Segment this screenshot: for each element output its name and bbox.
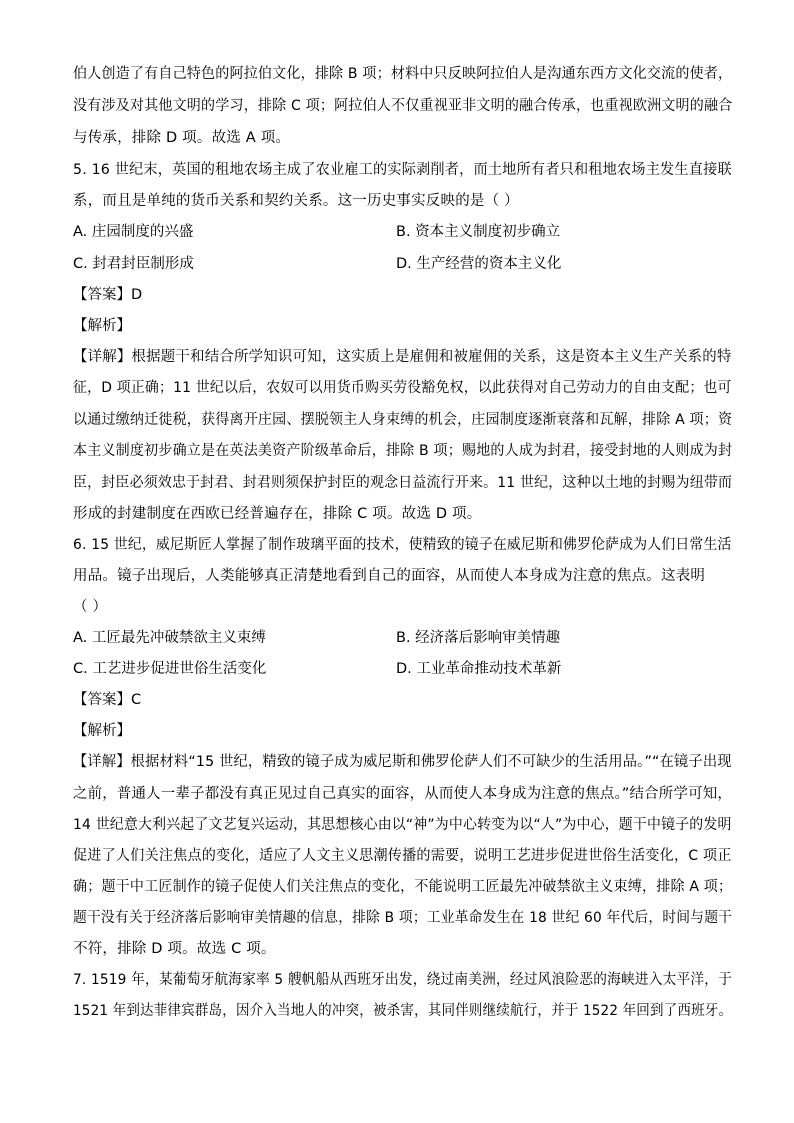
question-6-option-a: A. 工匠最先冲破禁欲主义束缚 [73,630,266,646]
question-6-detail: 促进了人们关注焦点的变化，适应了人文主义思潮传播的需要，说明工艺进步促进世俗生活变化，C 项正 [73,848,732,864]
question-6-option-c: C. 工艺进步促进世俗生活变化 [73,661,267,677]
question-5-detail: 本主义制度初步确立是在英法美资产阶级革命后，排除 B 项；赐地的人成为封君，接受封地的人则成为封 [73,443,733,459]
question-5-answer: 【答案】D [73,287,143,303]
question-6-detail: 之前，普通人一辈子都没有真正见过自己真实的面容，从而使人本身成为注意的焦点。”结合所学可知， [73,786,732,802]
question-7-stem: 7. 1519 年，某葡萄牙航海家率 5 艘帆船从西班牙出发，绕过南美洲，经过风浪险恶的海峡进入太平洋，于 [73,972,732,988]
question-5-detail: 以通过缴纳迁徙税，获得离开庄园、摆脱领主人身束缚的机会，庄园制度逐渐衰落和瓦解，排除 A 项；资 [73,412,733,428]
question-6-option-d: D. 工业革命推动技术革新 [396,661,562,677]
question-6-detail: 确；题干中工匠制作的镜子促使人们关注焦点的变化，不能说明工匠最先冲破禁欲主义束缚，排除 A 项； [73,879,733,895]
question-5-analysis-label: 【解析】 [73,318,131,334]
question-6-option-b: B. 经济落后影响审美情趣 [396,630,561,646]
question-6-stem: 用品。镜子出现后，人类能够真正清楚地看到自己的面容，从而使人本身成为注意的焦点。这表明 [73,568,706,584]
question-6-detail: 14 世纪意大利兴起了文艺复兴运动，其思想核心由以“神”为中心转变为以“人”为中心，题干中镜子的发明 [73,817,732,833]
question-5-detail: 臣，封臣必须效忠于封君、封君则须保护封臣的观念日益流行开来。11 世纪，这种以土地的封赐为纽带而 [73,475,733,491]
question-6-analysis-label: 【解析】 [73,723,131,739]
question-5-detail: 征，D 项正确；11 世纪以后，农奴可以用货币购买劳役豁免权，以此获得对自己劳动力的自由支配；也可 [73,380,732,396]
intro-line: 与传承，排除 D 项。故选 A 项。 [73,130,291,146]
question-5-option-d: D. 生产经营的资本主义化 [396,256,562,272]
question-6-stem: 6. 15 世纪，威尼斯匠人掌握了制作玻璃平面的技术，使精致的镜子在威尼斯和佛罗伦萨成为人们日常生活 [73,537,732,553]
question-5-option-b: B. 资本主义制度初步确立 [396,224,561,240]
question-7-stem: 1521 年到达菲律宾群岛，因介入当地人的冲突，被杀害，其同伴则继续航行，并于 1522 年回到了西班牙。 [73,1003,733,1019]
intro-line: 伯人创造了有自己特色的阿拉伯文化，排除 B 项；材料中只反映阿拉伯人是沟通东西方文化交流的使者， [73,66,733,82]
question-6-detail: 题干没有关于经济落后影响审美情趣的信息，排除 B 项；工业革命发生在 18 世纪 60 年代后，时间与题干 [73,910,733,926]
question-5-option-c: C. 封君封臣制形成 [73,256,194,272]
question-5-detail: 形成的封建制度在西欧已经普遍存在，排除 C 项。故选 D 项。 [73,506,482,522]
question-6-stem: （ ） [73,599,108,615]
question-6-detail: 不符，排除 D 项。故选 C 项。 [73,941,276,957]
question-5-stem: 5. 16 世纪末，英国的租地农场主成了农业雇工的实际剥削者，而土地所有者只和租地农场主发生直接联 [73,162,732,178]
question-5-stem: 系，而且是单纯的货币关系和契约关系。这一历史事实反映的是（ ） [73,193,519,209]
question-5-detail: 【详解】根据题干和结合所学知识可知，这实质上是雇佣和被雇佣的关系，这是资本主义生产关系的特 [73,349,732,365]
question-6-answer: 【答案】C [73,692,142,708]
question-6-detail: 【详解】根据材料“15 世纪，精致的镜子成为威尼斯和佛罗伦萨人们不可缺少的生活用品。”“在镜子出现 [73,754,732,770]
intro-line: 没有涉及对其他文明的学习，排除 C 项；阿拉伯人不仅重视亚非文明的融合传承，也重视欧洲文明的融合 [73,98,733,114]
question-5-option-a: A. 庄园制度的兴盛 [73,224,194,240]
